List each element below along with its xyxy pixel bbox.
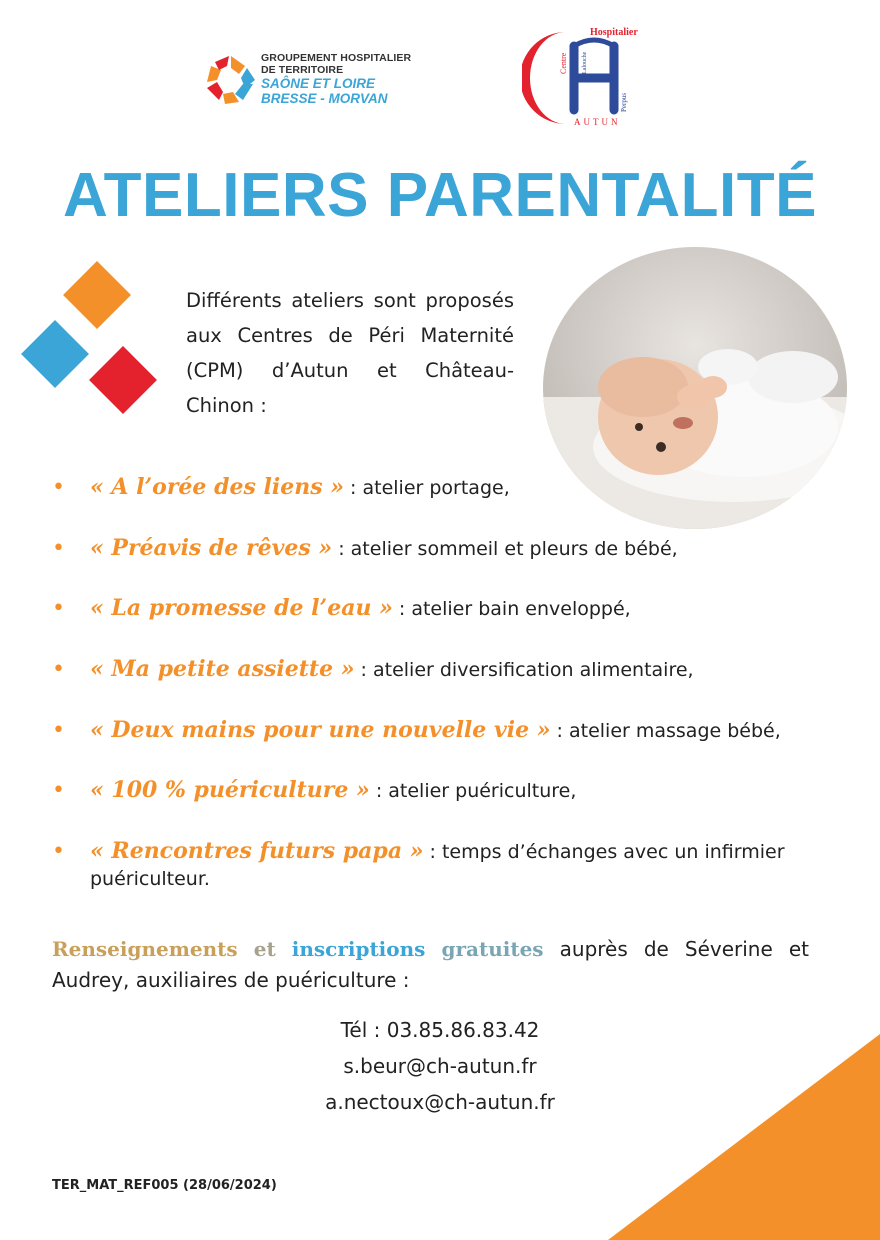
ght-logo <box>205 52 415 110</box>
ch-autun-logo <box>522 26 642 128</box>
list-item <box>50 474 830 535</box>
bullet-icon: • <box>52 657 65 683</box>
workshop-description: : temps d’échanges avec un infirmier puériculteur. <box>90 841 785 891</box>
workshop-name: « Rencontres futurs papa » <box>90 838 424 865</box>
workshop-description: : atelier puériculture, <box>369 780 577 803</box>
workshop-description: : atelier diversification alimentaire, <box>354 659 694 682</box>
red-diamond-shape <box>89 346 157 414</box>
ght-logo-line1: GROUPEMENT HOSPITALIER <box>261 52 412 64</box>
info-word-et: et <box>253 937 276 961</box>
document-reference: TER_MAT_REF005 (28/06/2024) <box>52 1178 277 1193</box>
orange-diamond-shape <box>63 261 131 329</box>
info-word-renseignements: Renseignements <box>52 937 238 961</box>
ght-logo-mark-icon <box>205 54 257 106</box>
workshop-name: « Préavis de rêves » <box>90 534 333 561</box>
orange-corner-triangle <box>608 1034 880 1240</box>
list-item <box>50 535 830 596</box>
intro-paragraph: Différents ateliers sont proposés aux Centres de Péri Maternité (CPM) d’Autun et Château-Chinon : <box>186 289 514 417</box>
workshop-name: « La promesse de l’eau » <box>90 595 393 622</box>
workshop-description: : atelier massage bébé, <box>550 719 781 742</box>
ch-logo-arc-text: Hospitalier <box>590 27 638 38</box>
email-link-2[interactable]: a.nectoux@ch-autun.fr <box>325 1090 555 1114</box>
workshop-name: « Deux mains pour une nouvelle vie » <box>90 716 551 743</box>
bullet-icon: • <box>52 778 65 804</box>
bullet-icon: • <box>52 717 65 743</box>
info-text: auprès de Séverine et Audrey, auxiliaires de puériculture : <box>52 937 809 992</box>
workshop-list <box>50 474 830 893</box>
ch-logo-right-word: Perpus <box>620 92 628 112</box>
bullet-icon: • <box>52 475 65 500</box>
info-word-gratuites: gratuites <box>441 937 544 961</box>
ght-logo-line4: BRESSE - MORVAN <box>261 91 388 106</box>
bullet-icon: • <box>52 535 65 561</box>
info-paragraph <box>52 934 809 996</box>
list-item <box>50 656 830 717</box>
workshop-description: : atelier bain enveloppé, <box>392 598 631 621</box>
ght-logo-line3: SAÔNE ET LOIRE <box>261 76 376 91</box>
phone-number: Tél : 03.85.86.83.42 <box>340 1018 540 1042</box>
workshop-description: : atelier portage, <box>344 477 510 499</box>
workshop-name: « Ma petite assiette » <box>90 656 355 683</box>
list-item <box>50 777 830 838</box>
ch-logo-inner-word: Lalouche <box>582 51 588 74</box>
ght-logo-line2: DE TERRITOIRE <box>261 64 344 76</box>
list-item <box>50 717 830 778</box>
email-link-1[interactable]: s.beur@ch-autun.fr <box>343 1054 537 1078</box>
list-item <box>50 838 830 893</box>
info-word-inscriptions: inscriptions <box>291 937 426 961</box>
blue-diamond-shape <box>21 320 89 388</box>
ch-autun-logo-icon <box>522 26 642 128</box>
bullet-icon: • <box>52 839 65 865</box>
bullet-icon: • <box>52 596 65 622</box>
workshop-description: : atelier sommeil et pleurs de bébé, <box>332 537 678 560</box>
workshop-name: « 100 % puériculture » <box>90 777 370 804</box>
ch-logo-city: AUTUN <box>574 117 621 127</box>
workshop-name: « A l’orée des liens » <box>90 474 344 500</box>
page-title: ATELIERS PARENTALITÉ <box>63 161 817 230</box>
list-item <box>50 595 830 656</box>
ch-logo-left-word: Centre <box>559 52 568 74</box>
